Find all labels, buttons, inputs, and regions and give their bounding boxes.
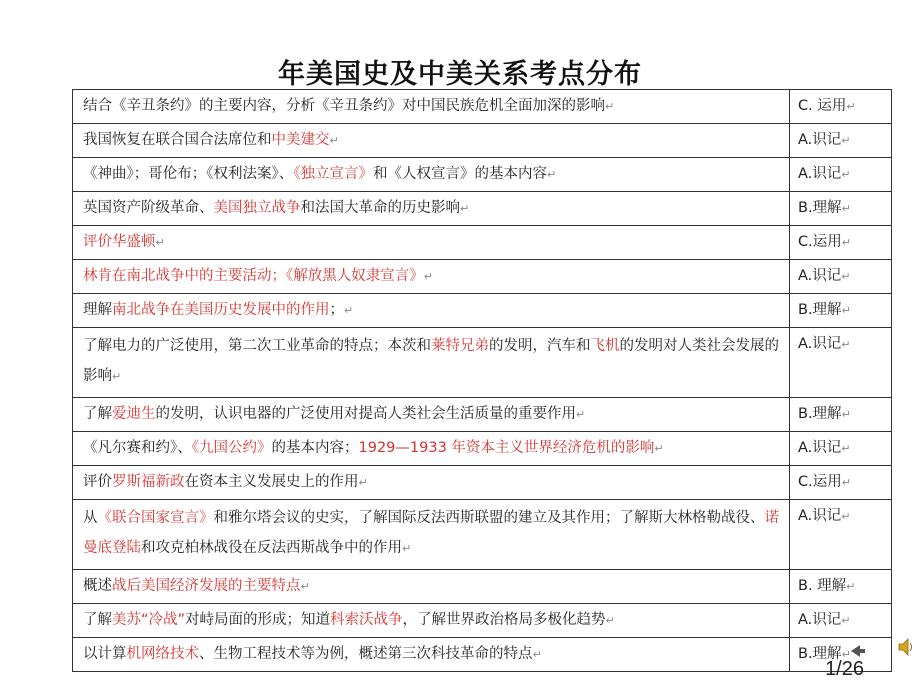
level-label: A.识记 (798, 268, 842, 284)
text-segment: 《神曲》；哥伦布；《权利法案》、 (83, 166, 294, 182)
exam-point-cell (73, 328, 790, 398)
paragraph-mark: ↵ (423, 270, 433, 283)
highlighted-text: 美国独立战争 (213, 200, 301, 216)
highlighted-text: 科索沃战争 (330, 612, 403, 628)
level-label: B. 理解 (798, 578, 847, 594)
paragraph-mark: ↵ (841, 338, 851, 351)
highlighted-text: 罗斯福新政 (112, 474, 185, 490)
text-segment: 和法国大革命的历史影响 (300, 200, 460, 216)
highlighted-text: 战后美国经济发展的主要特点 (112, 578, 301, 594)
text-segment: 和攻克柏林战役在反法西斯战争中的作用 (141, 540, 402, 556)
exam-point-cell (73, 638, 790, 672)
level-cell (790, 124, 892, 158)
table-row (73, 124, 892, 158)
paragraph-mark: ↵ (841, 476, 851, 489)
table-row (73, 192, 892, 226)
table-row (73, 328, 892, 398)
level-cell (790, 328, 892, 398)
text-segment: ； (329, 302, 344, 318)
text-segment: 对峙局面的形成；知道 (185, 612, 331, 628)
exam-point-cell (73, 294, 790, 328)
level-label: B.理解 (798, 406, 842, 422)
highlighted-text: 南北战争在美国历史发展中的作用 (112, 302, 330, 318)
table-row (73, 90, 892, 124)
text-segment: 结合《辛丑条约》的主要内容，分析《辛丑条约》对中国民族危机全面加深的影响 (83, 98, 605, 114)
paragraph-mark: ↵ (329, 134, 339, 147)
paragraph-mark: ↵ (846, 100, 856, 113)
exam-point-cell (73, 90, 790, 124)
exam-point-cell (73, 226, 790, 260)
text-segment: 我国恢复在联合国合法席位和 (83, 132, 272, 148)
text-segment: 从 (83, 510, 98, 526)
text-segment: 的发明，认识电器的广泛使用对提高人类社会生活质量的重要作用 (155, 406, 576, 422)
table-row (73, 260, 892, 294)
highlighted-text: 美苏“冷战” (112, 612, 186, 628)
level-label: B.理解 (798, 200, 842, 216)
level-label: B.理解 (798, 646, 842, 662)
table-row (73, 500, 892, 570)
table-row (73, 294, 892, 328)
paragraph-mark: ↵ (460, 202, 470, 215)
level-label: C.运用 (798, 474, 842, 490)
page-title: 年美国史及中美关系考点分布 (278, 59, 642, 90)
exam-point-cell (73, 570, 790, 604)
level-cell (790, 294, 892, 328)
paragraph-mark: ↵ (841, 614, 851, 627)
level-label: A.识记 (798, 440, 842, 456)
highlighted-text: 《九国公约》 (191, 440, 272, 456)
exam-points-table-wrap (72, 89, 884, 662)
text-segment: 了解电力的广泛使用，第二次工业革命的特点；本茨和 (83, 338, 431, 354)
text-segment: 的发明对人类社会发展的影响 (83, 338, 779, 384)
exam-point-cell (73, 260, 790, 294)
level-label: C. 运用 (798, 98, 847, 114)
paragraph-mark: ↵ (841, 134, 851, 147)
level-cell (790, 500, 892, 570)
paragraph-mark: ↵ (576, 408, 586, 421)
paragraph-mark: ↵ (841, 270, 851, 283)
table-row (73, 226, 892, 260)
text-segment: 和《人权宣言》的基本内容 (373, 166, 547, 182)
table-row (73, 398, 892, 432)
level-label: C.运用 (798, 234, 842, 250)
text-segment: 《凡尔赛和约》、 (83, 440, 192, 456)
paragraph-mark: ↵ (841, 442, 851, 455)
level-label: A.识记 (798, 132, 842, 148)
level-cell (790, 226, 892, 260)
paragraph-mark: ↵ (344, 304, 354, 317)
paragraph-mark: ↵ (532, 648, 542, 661)
exam-point-cell (73, 398, 790, 432)
level-label: A.识记 (798, 612, 842, 628)
highlighted-text: 机网络技术 (126, 646, 199, 662)
paragraph-mark: ↵ (841, 408, 851, 421)
paragraph-mark: ↵ (300, 580, 310, 593)
paragraph-mark: ↵ (358, 476, 368, 489)
left-arrow-icon[interactable] (851, 645, 865, 657)
highlighted-text: 莱特兄弟 (431, 338, 489, 354)
level-cell (790, 398, 892, 432)
page-number: 1/26 (825, 658, 864, 680)
exam-point-cell (73, 158, 790, 192)
highlighted-text: 《独立宣言》 (293, 166, 373, 182)
level-cell (790, 604, 892, 638)
highlighted-text: 飞机 (590, 338, 620, 354)
level-cell (790, 260, 892, 294)
paragraph-mark: ↵ (841, 168, 851, 181)
text-segment: 概述 (83, 578, 112, 594)
highlighted-text: 诺曼底登陆 (83, 510, 779, 556)
paragraph-mark: ↵ (846, 580, 856, 593)
text-segment: 、生物工程技术等为例，概述第三次科技革命的特点 (199, 646, 533, 662)
exam-point-cell (73, 604, 790, 638)
paragraph-mark: ↵ (841, 648, 851, 661)
exam-point-cell (73, 124, 790, 158)
paragraph-mark: ↵ (547, 168, 557, 181)
text-segment: 和雅尔塔会议的史实，了解国际反法西斯联盟的建立及其作用；了解斯大林格勒战役、 (213, 510, 765, 526)
text-segment: 评价 (83, 474, 112, 490)
level-cell (790, 192, 892, 226)
table-row (73, 158, 892, 192)
level-label: B.理解 (798, 302, 842, 318)
highlighted-text: 1929—1933 年资本主义世界经济危机的影响 (358, 440, 655, 456)
table-row (73, 432, 892, 466)
level-cell (790, 158, 892, 192)
text-segment: 的基本内容； (271, 440, 359, 456)
exam-point-cell (73, 500, 790, 570)
text-segment: 以计算 (83, 646, 127, 662)
exam-point-cell (73, 192, 790, 226)
speaker-icon[interactable] (898, 638, 914, 656)
paragraph-mark: ↵ (112, 370, 122, 383)
paragraph-mark: ↵ (605, 614, 615, 627)
paragraph-mark: ↵ (841, 510, 851, 523)
level-cell (790, 570, 892, 604)
table-row (73, 604, 892, 638)
table-row (73, 570, 892, 604)
highlighted-text: 《联合国家宣言》 (97, 510, 214, 526)
paragraph-mark: ↵ (841, 304, 851, 317)
level-label: A.识记 (798, 336, 842, 352)
level-cell (790, 432, 892, 466)
text-segment: 的发明，汽车和 (489, 338, 591, 354)
paragraph-mark: ↵ (155, 236, 165, 249)
highlighted-text: 林肯在南北战争中的主要活动；《解放黑人奴隶宣言》 (83, 268, 424, 284)
text-segment: 了解 (83, 612, 112, 628)
text-segment: ，了解世界政治格局多极化趋势 (402, 612, 606, 628)
text-segment: 在资本主义发展史上的作用 (184, 474, 359, 490)
level-label: A.识记 (798, 166, 842, 182)
level-label: A.识记 (798, 508, 842, 524)
highlighted-text: 评价华盛顿 (83, 234, 156, 250)
highlighted-text: 爱迪生 (112, 406, 156, 422)
level-cell (790, 466, 892, 500)
table-row (73, 466, 892, 500)
level-cell (790, 90, 892, 124)
exam-point-cell (73, 432, 790, 466)
highlighted-text: 中美建交 (271, 132, 330, 148)
text-segment: 英国资产阶级革命、 (83, 200, 214, 216)
exam-points-table (72, 89, 892, 672)
paragraph-mark: ↵ (654, 442, 664, 455)
paragraph-mark: ↵ (841, 202, 851, 215)
table-row (73, 638, 892, 672)
text-segment: 了解 (83, 406, 112, 422)
text-segment: 理解 (83, 302, 112, 318)
paragraph-mark: ↵ (841, 236, 851, 249)
paragraph-mark: ↵ (402, 542, 412, 555)
exam-point-cell (73, 466, 790, 500)
paragraph-mark: ↵ (605, 100, 615, 113)
